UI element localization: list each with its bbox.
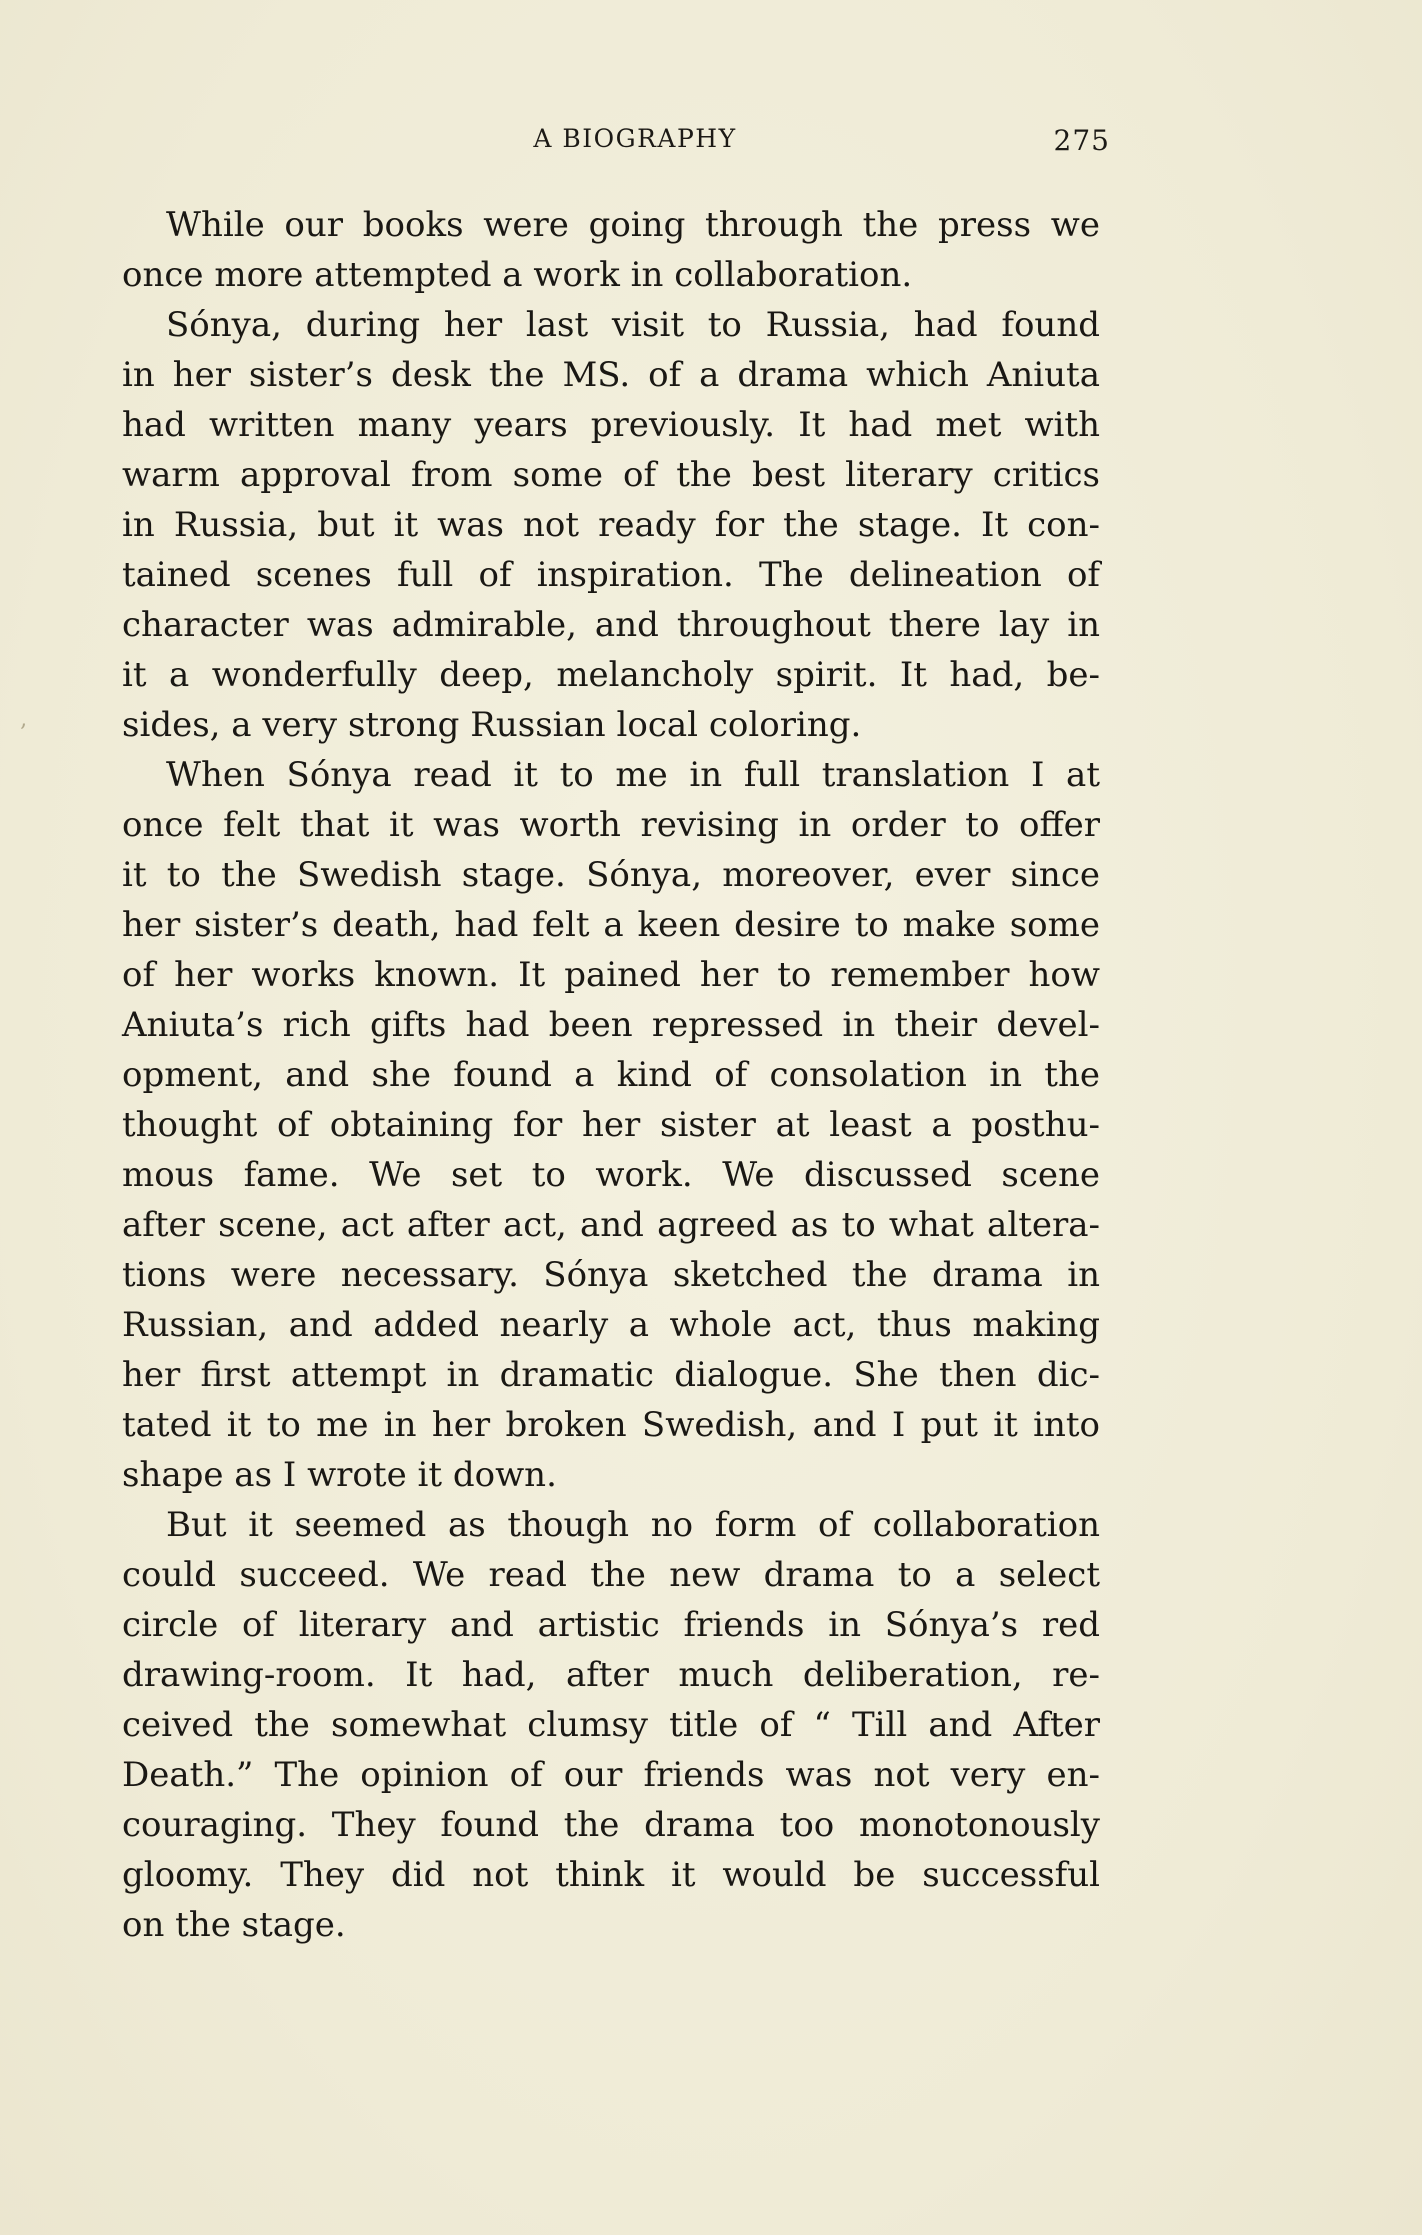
text-line: in Russia, but it was not ready for the stage. It con- xyxy=(122,505,1100,545)
text-line: tated it to me in her broken Swedish, and I put it into xyxy=(122,1405,1100,1445)
text-line: Aniuta’s rich gifts had been repressed in their devel- xyxy=(122,1005,1100,1045)
text-line: While our books were going through the press we xyxy=(166,205,1100,245)
text-line: character was admirable, and throughout there lay in xyxy=(122,605,1100,645)
text-line: once felt that it was worth revising in order to offer xyxy=(122,805,1100,845)
text-line: it to the Swedish stage. Sónya, moreover, ever since xyxy=(122,855,1100,895)
text-line: her first attempt in dramatic dialogue. She then dic- xyxy=(122,1355,1100,1395)
text-line: tions were necessary. Sónya sketched the drama in xyxy=(122,1255,1100,1295)
text-line: sides, a very strong Russian local coloring. xyxy=(122,705,862,745)
text-line: ceived the somewhat clumsy title of “ Till and After xyxy=(122,1705,1100,1745)
text-line: in her sister’s desk the MS. of a drama which Aniuta xyxy=(122,355,1100,395)
text-line: But it seemed as though no form of collaboration xyxy=(166,1505,1100,1545)
text-line: Sónya, during her last visit to Russia, had found xyxy=(166,305,1100,345)
text-line: couraging. They found the drama too monotonously xyxy=(122,1805,1100,1845)
text-line: after scene, act after act, and agreed as to what altera- xyxy=(122,1205,1100,1245)
text-line: it a wonderfully deep, melancholy spirit. It had, be- xyxy=(122,655,1100,695)
text-line: Death.” The opinion of our friends was not very en- xyxy=(122,1755,1100,1795)
text-line: could succeed. We read the new drama to a select xyxy=(122,1555,1100,1595)
text-line: shape as I wrote it down. xyxy=(122,1455,557,1495)
text-line: opment, and she found a kind of consolation in the xyxy=(122,1055,1100,1095)
text-line: her sister’s death, had felt a keen desire to make some xyxy=(122,905,1100,945)
margin-mark: ‚ xyxy=(20,707,27,732)
text-line: of her works known. It pained her to remember how xyxy=(122,955,1100,995)
page-number: 275 xyxy=(1053,124,1110,157)
text-line: warm approval from some of the best literary critics xyxy=(122,455,1100,495)
text-line: had written many years previously. It had met with xyxy=(122,405,1100,445)
text-line: gloomy. They did not think it would be successful xyxy=(122,1855,1100,1895)
text-line: Russian, and added nearly a whole act, thus making xyxy=(122,1305,1100,1345)
running-head: A BIOGRAPHY xyxy=(533,124,737,153)
text-line: tained scenes full of inspiration. The delineation of xyxy=(122,555,1100,595)
text-line: When Sónya read it to me in full translation I at xyxy=(166,755,1100,795)
body-text xyxy=(122,200,1100,1950)
text-line: on the stage. xyxy=(122,1905,346,1945)
page-header xyxy=(160,124,1110,174)
text-line: drawing-room. It had, after much deliberation, re- xyxy=(122,1655,1100,1695)
text-line: once more attempted a work in collaboration. xyxy=(122,255,913,295)
text-line: circle of literary and artistic friends in Sónya’s red xyxy=(122,1605,1100,1645)
text-line: mous fame. We set to work. We discussed scene xyxy=(122,1155,1100,1195)
text-line: thought of obtaining for her sister at least a posthu- xyxy=(122,1105,1100,1145)
